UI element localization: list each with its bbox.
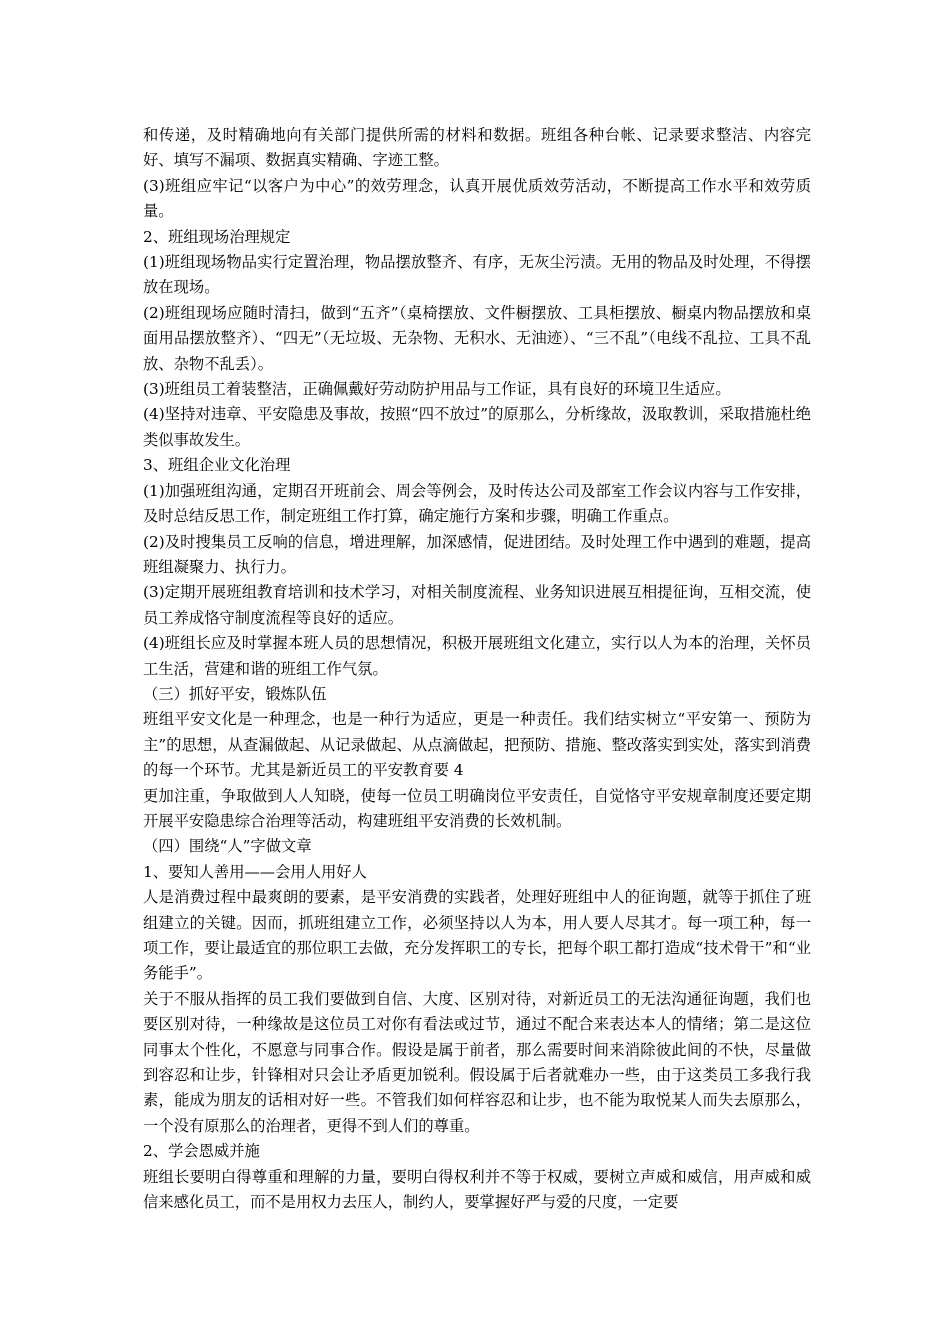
paragraph-10: (2)及时搜集员工反响的信息，增进理解，加深感情，促进团结。及时处理工作中遇到的难题，提高班组凝聚力、执行力。 bbox=[143, 532, 811, 576]
paragraph-14: 班组平安文化是一种理念，也是一种行为适应，更是一种责任。我们结实树立“平安第一、预防为主”的思想，从查漏做起、从记录做起、从点滴做起，把预防、措施、整改落实到实处，落实到消费的每一个环节。尤其是新近员工的平安教育要 4 bbox=[143, 710, 811, 780]
paragraph-11: (3)定期开展班组教育培训和技术学习，对相关制度流程、业务知识进展互相提征询，互相交流，使员工养成恪守制度流程等良好的适应。 bbox=[143, 583, 811, 627]
section-heading-people: （四）围绕“人”字做文章 bbox=[143, 837, 312, 856]
paragraph-12: (4)班组长应及时掌握本班人员的思想情况，积极开展班组文化建立，实行以人为本的治理，关怀员工生活，营建和谐的班组工作气氛。 bbox=[143, 634, 811, 678]
subheading-2: 2、学会恩威并施 bbox=[143, 1142, 260, 1161]
paragraph-2: (3)班组应牢记“以客户为中心”的效劳理念，认真开展优质效劳活动，不断提高工作水平和效劳质量。 bbox=[143, 176, 811, 221]
section-heading-2: 2、班组现场治理规定 bbox=[143, 227, 291, 246]
paragraph-18: 人是消费过程中最爽朗的要素，是平安消费的实践者，处理好班组中人的征询题，就等于抓住了班组建立的关键。因而，抓班组建立工作，必须坚持以人为本，用人要人尽其才。每一项工种，每一项工作，要让最适宜的那位职工去做，充分发挥职工的专长，把每个职工都打造成“技术骨干”和“业务能手”。 bbox=[143, 888, 811, 983]
paragraph-21: 班组长要明白得尊重和理解的力量，要明白得权利并不等于权威，要树立声威和威信，用声威和威信来感化员工，而不是用权力去压人，制约人，要掌握好严与爱的尺度，一定要 bbox=[143, 1167, 811, 1212]
paragraph-6: (3)班组员工着装整洁，正确佩戴好劳动防护用品与工作证，具有良好的环境卫生适应。 bbox=[143, 380, 731, 399]
subheading-1: 1、要知人善用——会用人用好人 bbox=[143, 862, 367, 881]
document-page bbox=[143, 123, 811, 1215]
paragraph-4: (1)班组现场物品实行定置治理，物品摆放整齐、有序，无灰尘污渍。无用的物品及时处理，不得摆放在现场。 bbox=[143, 253, 811, 297]
paragraph-19: 关于不服从指挥的员工我们要做到自信、大度、区别对待，对新近员工的无法沟通征询题，我们也要区别对待，一种缘故是这位员工对你有看法或过节，通过不配合来表达本人的情绪；第二是这位同事太个性化，不愿意与同事合作。假设是属于前者，那么需要时间来消除彼此间的不快，尽量做到容忍和让步，针锋相对只会让矛盾更加锐利。假设属于后者就难办一些，由于这类员工多我行我素，能成为朋友的话相对好一些。不管我们如何样容忍和让步，也不能为取悦某人而失去原那么，一个没有原那么的治理者，更得不到人们的尊重。 bbox=[143, 989, 811, 1135]
paragraph-9: (1)加强班组沟通，定期召开班前会、周会等例会，及时传达公司及部室工作会议内容与工作安排，及时总结反思工作，制定班组工作打算，确定施行方案和步骤，明确工作重点。 bbox=[143, 481, 811, 526]
paragraph-15: 更加注重，争取做到人人知晓，使每一位员工明确岗位平安责任，自觉恪守平安规章制度还要定期开展平安隐患综合治理等活动，构建班组平安消费的长效机制。 bbox=[143, 786, 811, 830]
section-heading-3: 3、班组企业文化治理 bbox=[143, 456, 291, 475]
section-heading-safety: （三）抓好平安，锻炼队伍 bbox=[143, 684, 327, 703]
paragraph-1: 和传递，及时精确地向有关部门提供所需的材料和数据。班组各种台帐、记录要求整洁、内容完好、填写不漏项、数据真实精确、字迹工整。 bbox=[143, 126, 811, 170]
paragraph-7: (4)坚持对违章、平安隐患及事故，按照“四不放过”的原那么，分析缘故，汲取教训，采取措施杜绝类似事故发生。 bbox=[143, 405, 811, 449]
paragraph-5: (2)班组现场应随时清扫，做到“五齐”（桌椅摆放、文件橱摆放、工具柜摆放、橱桌内物品摆放和桌面用品摆放整齐）、“四无”（无垃圾、无杂物、无积水、无油迹）、“三不乱”（电线不乱拉、工具不乱放、杂物不乱丢）。 bbox=[143, 303, 811, 373]
